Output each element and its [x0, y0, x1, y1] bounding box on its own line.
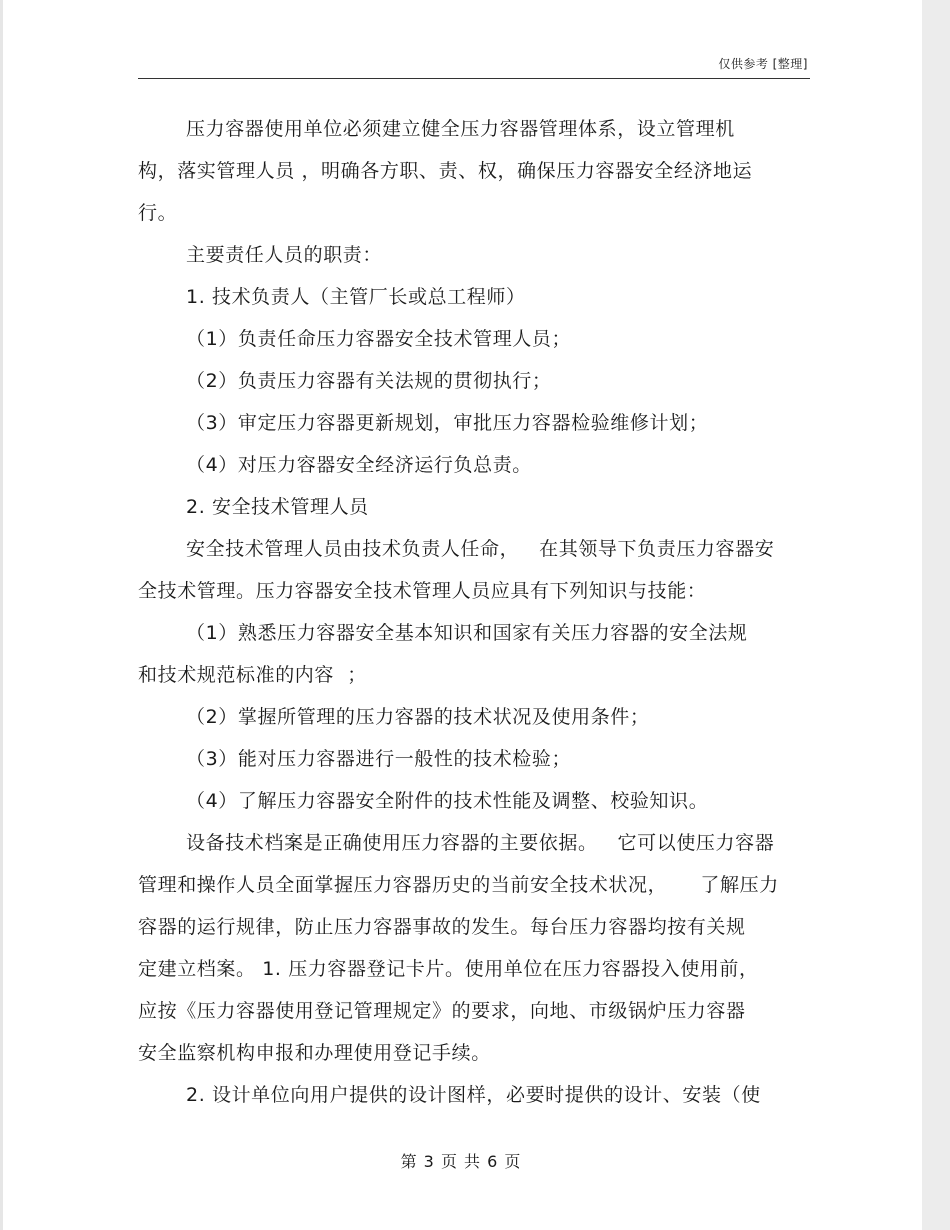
list-item: （3）能对压力容器进行一般性的技术检验；	[186, 748, 572, 770]
list-item: （1）熟悉压力容器安全基本知识和国家有关压力容器的安全法规	[186, 622, 748, 644]
paragraph-line: 应按《压力容器使用登记管理规定》的要求，向地、市级锅炉压力容器	[138, 1000, 746, 1022]
list-item: （1）负责任命压力容器安全技术管理人员；	[186, 328, 572, 350]
list-item: （4）对压力容器安全经济运行负总责。	[186, 454, 532, 476]
page-edge-left	[0, 0, 3, 1230]
list-item: （2）负责压力容器有关法规的贯彻执行；	[186, 370, 552, 392]
page-edge-right	[922, 0, 950, 1230]
paragraph-line: 设备技术档案是正确使用压力容器的主要依据。 它可以使压力容器	[186, 832, 775, 854]
section-heading: 主要责任人员的职责：	[186, 244, 383, 266]
paragraph-line: 行。	[138, 202, 178, 224]
paragraph-line: 构，落实管理人员 ，明确各方职、责、权，确保压力容器安全经济地运	[138, 160, 753, 182]
page-number: 第 3 页 共 6 页	[400, 1152, 522, 1171]
list-item-continuation: 和技术规范标准的内容 ；	[138, 664, 367, 686]
list-item: （4）了解压力容器安全附件的技术性能及调整、校验知识。	[186, 790, 709, 812]
list-item: （2）掌握所管理的压力容器的技术状况及使用条件；	[186, 706, 650, 728]
header-text: 仅供参考 [整理]	[718, 57, 808, 71]
list-heading: 1. 技术负责人（主管厂长或总工程师）	[186, 286, 526, 308]
paragraph-line: 安全监察机构申报和办理使用登记手续。	[138, 1042, 491, 1064]
paragraph-line: 压力容器使用单位必须建立健全压力容器管理体系，设立管理机	[186, 118, 735, 140]
paragraph-line: 全技术管理。压力容器安全技术管理人员应具有下列知识与技能：	[138, 580, 707, 602]
list-item: （3）审定压力容器更新规划，审批压力容器检验维修计划；	[186, 412, 709, 434]
paragraph-line: 安全技术管理人员由技术负责人任命， 在其领导下负责压力容器安	[186, 538, 775, 560]
paragraph-line: 2. 设计单位向用户提供的设计图样，必要时提供的设计、安装（使	[186, 1084, 761, 1106]
paragraph-line: 定建立档案。 1. 压力容器登记卡片。使用单位在压力容器投入使用前，	[138, 958, 759, 980]
document-body	[138, 108, 810, 1116]
page-header	[138, 56, 810, 79]
list-heading: 2. 安全技术管理人员	[186, 496, 369, 518]
paragraph-line: 容器的运行规律，防止压力容器事故的发生。每台压力容器均按有关规	[138, 916, 746, 938]
paragraph-line: 管理和操作人员全面掌握压力容器历史的当前安全技术状况， 了解压力	[138, 874, 779, 896]
